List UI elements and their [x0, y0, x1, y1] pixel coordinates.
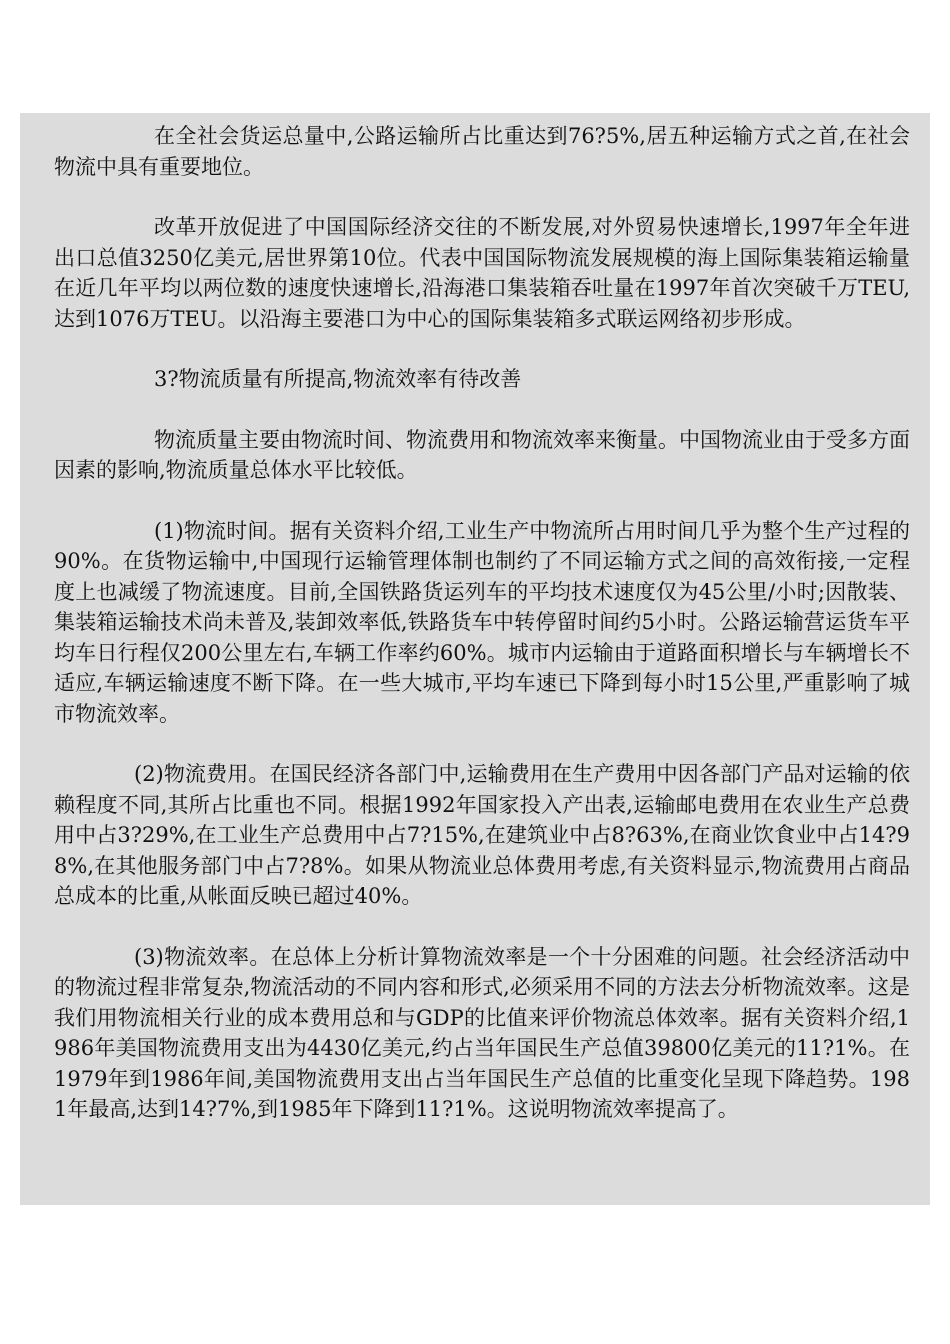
paragraph-logistics-time: (1)物流时间。据有关资料介绍,工业生产中物流所占用时间几乎为整个生产过程的90%。在货物运输中,中国现行运输管理体制也制约了不同运输方式之间的高效衔接,一定程度上也减缓了物流速度。目前,全国铁路货运列车的平均技术速度仅为45公里/小时;因散装、集装箱运输技术尚未普及,装卸效率低,铁路货车中转停留时间约5小时。公路运输营运货车平均车日行程仅200公里左右,车辆工作率约60%。城市内运输由于道路面积增长与车辆增长不适应,车辆运输速度不断下降。在一些大城市,平均车速已下降到每小时15公里,严重影响了城市物流效率。 [54, 518, 910, 726]
paragraph-logistics-cost: (2)物流费用。在国民经济各部门中,运输费用在生产费用中因各部门产品对运输的依赖程度不同,其所占比重也不同。根据1992年国家投入产出表,运输邮电费用在农业生产总费用中占3?29%,在工业生产总费用中占7?15%,在建筑业中占8?63%,在商业饮食业中占14?98%,在其他服务部门中占7?8%。如果从物流业总体费用考虑,有关资料显示,物流费用占商品总成本的比重,从帐面反映已超过40%。 [54, 762, 910, 908]
paragraph-road-transport-share: 在全社会货运总量中,公路运输所占比重达到76?5%,居五种运输方式之首,在社会物流中具有重要地位。 [54, 124, 910, 179]
paragraph-quality-measures: 物流质量主要由物流时间、物流费用和物流效率来衡量。中国物流业由于受多方面因素的影响,物流质量总体水平比较低。 [54, 427, 910, 482]
section-heading-logistics-quality: 3?物流质量有所提高,物流效率有待改善 [154, 367, 522, 391]
text-block [20, 113, 930, 1205]
paragraph-logistics-efficiency: (3)物流效率。在总体上分析计算物流效率是一个十分困难的问题。社会经济活动中的物流过程非常复杂,物流活动的不同内容和形式,必须采用不同的方法去分析物流效率。这是我们用物流相关行业的成本费用总和与GDP的比值来评价物流总体效率。据有关资料介绍,1986年美国物流费用支出为4430亿美元,约占当年国民生产总值39800亿美元的11?1%。在1979年到1986年间,美国物流费用支出占当年国民生产总值的比重变化呈现下降趋势。1981年最高,达到14?7%,到1985年下降到11?1%。这说明物流效率提高了。 [54, 944, 910, 1121]
paragraph-foreign-trade: 改革开放促进了中国国际经济交往的不断发展,对外贸易快速增长,1997年全年进出口总值3250亿美元,居世界第10位。代表中国国际物流发展规模的海上国际集装箱运输量在近几年平均以两位数的速度快速增长,沿海港口集装箱吞吐量在1997年首次突破千万TEU,达到1076万TEU。以沿海主要港口为中心的国际集装箱多式联运网络初步形成。 [54, 215, 910, 331]
